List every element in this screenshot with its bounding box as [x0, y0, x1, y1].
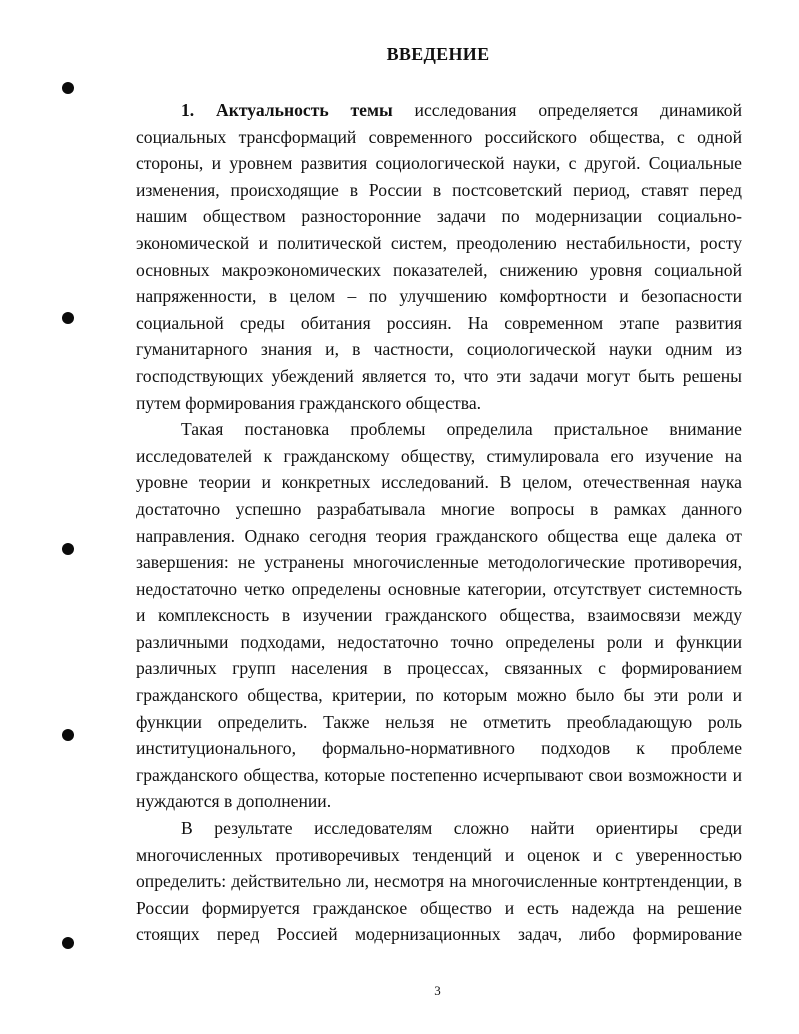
text-line: различных групп населения в процессах, связанных с формированием — [136, 658, 742, 679]
punch-hole-mark — [62, 543, 74, 555]
punch-hole-mark — [62, 729, 74, 741]
text-line: направления. Однако сегодня теория гражданского общества еще далека от — [136, 525, 742, 546]
text-line: уровне теории и конкретных исследований. В целом, отечественная наука — [136, 472, 742, 493]
text-line — [136, 97, 742, 124]
text-line: гуманитарного знания и, в частности, социологической науки одним из — [136, 339, 742, 360]
text-line: определить: действительно ли, несмотря на многочисленные контртенденции, в — [136, 871, 742, 892]
text-line: нашим обществом разносторонние задачи по модернизации социально- — [136, 206, 742, 227]
text-line-rest: исследования определяется динамикой — [392, 100, 742, 120]
text-line: гражданского общества, критерии, по которым можно было бы эти роли и — [136, 685, 742, 706]
text-line: и комплексность в изучении гражданского общества, взаимосвязи между — [136, 605, 742, 626]
text-line: Такая постановка проблемы определила пристальное внимание — [181, 419, 742, 440]
text-line: социальной среды обитания россиян. На современном этапе развития — [136, 312, 742, 333]
text-line: гражданского общества, которые постепенно исчерпывают свои возможности и — [136, 764, 742, 785]
text-line: недостаточно четко определены основные категории, отсутствует системность — [136, 578, 742, 599]
text-line: различными подходами, недостаточно точно определены роли и функции — [136, 631, 742, 652]
text-line: основных макроэкономических показателей, снижению уровня социальной — [136, 259, 742, 280]
punch-hole-mark — [62, 312, 74, 324]
text-line: стоящих перед Россией модернизационных задач, либо формирование — [136, 924, 742, 945]
text-line: экономической и политической систем, преодолению нестабильности, росту — [136, 232, 742, 253]
text-line: исследователей к гражданскому обществу, стимулировала его изучение на — [136, 445, 742, 466]
text-line: изменения, происходящие в России в постсоветский период, ставят перед — [136, 179, 742, 200]
text-line: достаточно успешно разрабатывала многие вопросы в рамках данного — [136, 498, 742, 519]
punch-hole-mark — [62, 82, 74, 94]
text-line: стороны, и уровнем развития социологической науки, с другой. Социальные — [136, 153, 742, 174]
body-text — [136, 97, 742, 948]
punch-hole-mark — [62, 937, 74, 949]
section-heading-inline: 1. Актуальность темы — [181, 100, 393, 120]
text-line: России формируется гражданское общество и есть надежда на решение — [136, 897, 742, 918]
text-line: напряженности, в целом – по улучшению комфортности и безопасности — [136, 286, 742, 307]
text-line: институционального, формально-нормативного подходов к проблеме — [136, 738, 742, 759]
text-line: социальных трансформаций современного российского общества, с одной — [136, 126, 742, 147]
text-line: завершения: не устранены многочисленные методологические противоречия, — [136, 552, 742, 573]
page-title: ВВЕДЕНИЕ — [386, 44, 490, 64]
text-line: многочисленных противоречивых тенденций и оценок и с уверенностью — [136, 844, 742, 865]
text-line: путем формирования гражданского общества. — [136, 392, 482, 413]
text-line: нуждаются в дополнении. — [136, 791, 332, 812]
text-line: функции определить. Также нельзя не отметить преобладающую роль — [136, 711, 742, 732]
text-line: господствующих убеждений является то, что эти задачи могут быть решены — [136, 365, 742, 386]
text-line: В результате исследователям сложно найти ориентиры среди — [181, 818, 742, 839]
page-number: 3 — [434, 983, 441, 998]
